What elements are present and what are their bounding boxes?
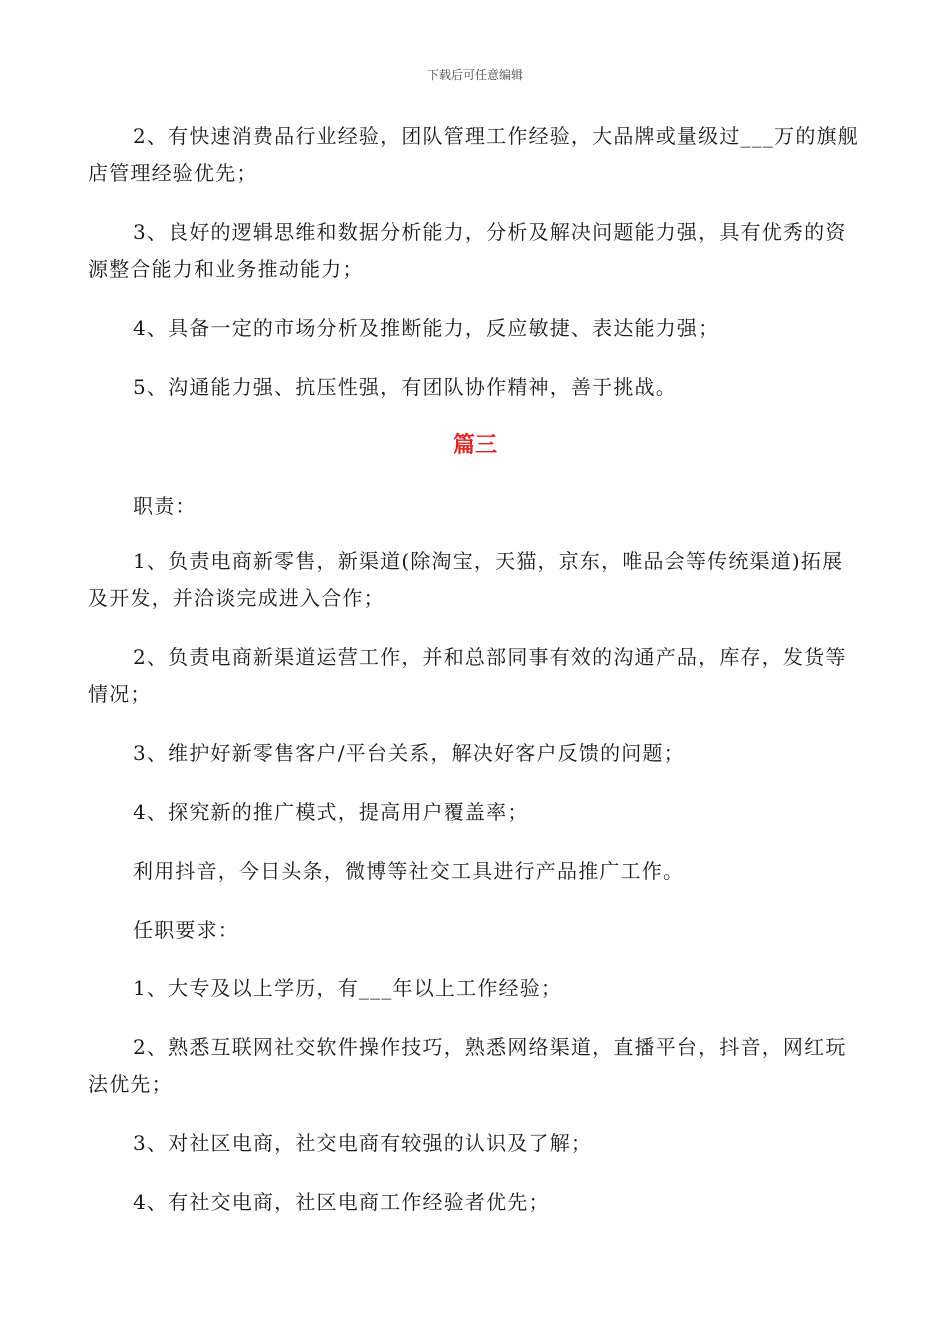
requirements-label: 任职要求：	[133, 918, 239, 942]
requirement-item-5: 5、沟通能力强、抗压性强，有团队协作精神，善于挑战。	[133, 375, 677, 399]
duty-item-3: 3、维护好新零售客户/平台关系，解决好客户反馈的问题；	[133, 741, 685, 765]
requirement-item-2: 2、有快速消费品行业经验，团队管理工作经验，大品牌或量级过___万的旗舰店管理经验优先；	[88, 124, 859, 185]
duty-item-2: 2、负责电商新渠道运营工作，并和总部同事有效的沟通产品，库存，发货等情况；	[88, 645, 847, 706]
requirement-item-4: 4、具备一定的市场分析及推断能力，反应敏捷、表达能力强；	[133, 316, 720, 340]
page-header: 下载后可任意编辑	[426, 68, 523, 82]
job-requirement-3: 3、对社区电商，社交电商有较强的认识及了解；	[133, 1131, 593, 1155]
requirement-item-3: 3、良好的逻辑思维和数据分析能力，分析及解决问题能力强，具有优秀的资源整合能力和业务推动能力；	[88, 220, 847, 281]
duty-item-1: 1、负责电商新零售，新渠道(除淘宝，天猫，京东，唯品会等传统渠道)拓展及开发，并洽谈完成进入合作；	[88, 549, 844, 610]
duties-label: 职责：	[133, 494, 197, 518]
job-requirement-1: 1、大专及以上学历，有___年以上工作经验；	[133, 976, 563, 1000]
duty-item-4: 4、探究新的推广模式，提高用户覆盖率；	[133, 800, 529, 824]
section-title: 篇三	[452, 433, 497, 458]
job-requirement-2: 2、熟悉互联网社交软件操作技巧，熟悉网络渠道，直播平台，抖音，网红玩法优先；	[88, 1035, 847, 1096]
duty-item-5: 利用抖音，今日头条，微博等社交工具进行产品推广工作。	[133, 859, 685, 883]
job-requirement-4: 4、有社交电商，社区电商工作经验者优先；	[133, 1190, 550, 1214]
